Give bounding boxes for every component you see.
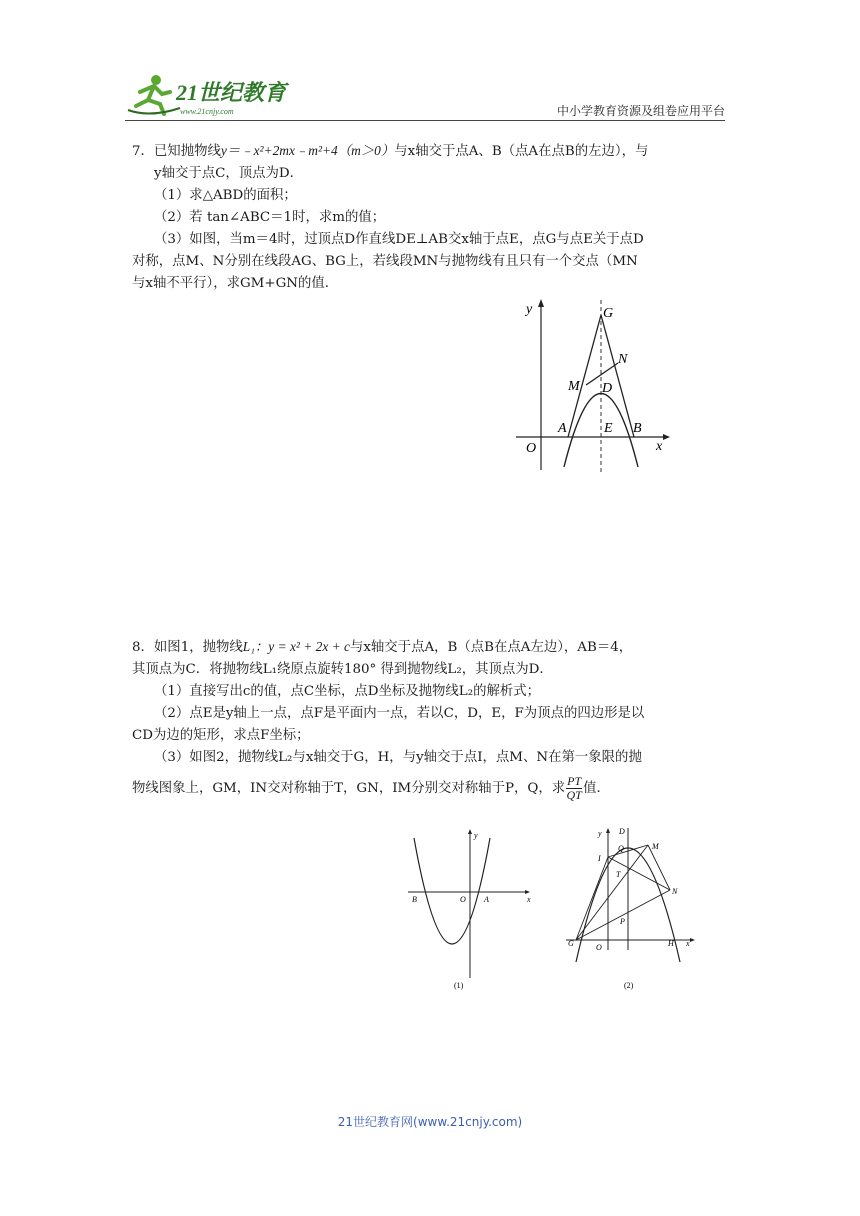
label-m: M: [652, 842, 659, 851]
sub-question-3-cont: 物线图象上，GM，IN交对称轴于T，GN，IM分别交对称轴于P，Q，求: [132, 781, 566, 796]
label-e: E: [604, 421, 613, 436]
equation: L₁：y = x² + 2x + c: [242, 639, 350, 654]
label-x: x: [686, 939, 690, 948]
fraction-pt-qt: [566, 775, 582, 802]
problem-number: 7．: [132, 144, 154, 159]
label-g: G: [568, 939, 574, 948]
fraction-denominator: QT: [566, 788, 582, 802]
segment-ag: [568, 315, 601, 437]
label-o: O: [460, 895, 466, 904]
problem-text: 如图1，抛物线: [153, 640, 243, 655]
segment-bg: [601, 315, 634, 437]
sub-question-1: （1）直接写出c的值，点C坐标，点D坐标及抛物线L₂的解析式；: [154, 684, 541, 699]
footer-link[interactable]: 21世纪教育网(www.21cnjy.com): [337, 1115, 523, 1129]
problem-text: 与x轴交于点A、B（点A在点B的左边），与: [394, 144, 649, 159]
label-o: O: [526, 441, 537, 456]
logo-url: www.21cnjy.com: [180, 107, 234, 116]
problem-number: 8．: [132, 640, 154, 655]
segment-gn: [576, 890, 670, 940]
label-b: B: [633, 421, 642, 436]
label-d: D: [602, 381, 613, 396]
problem-text: 与x轴交于点A，B（点B在点A左边），AB＝4，: [349, 640, 633, 655]
problem-text: y轴交于点C，顶点为D．: [154, 166, 304, 181]
figure-caption: (1): [454, 981, 464, 990]
label-b: B: [412, 895, 417, 904]
sub-question-3-end: 值．: [583, 781, 610, 796]
label-y: y: [598, 829, 602, 838]
label-m: M: [568, 379, 580, 394]
logo-text: 21世纪教育: [176, 80, 287, 105]
problem-text: 其顶点为C．将抛物线L₁绕原点旋转180° 得到抛物线L₂，其顶点为D．: [132, 662, 553, 677]
sub-question-2: （2）点E是y轴上一点，点F是平面内一点，若以C，D，E，F为顶点的四边形是以: [154, 706, 645, 721]
sub-question-2-cont: CD为边的矩形，求点F坐标；: [132, 728, 310, 743]
problem-7-figure: [508, 295, 678, 475]
problem-8-figure-2: [562, 822, 702, 992]
label-o: O: [596, 943, 602, 952]
label-h: H: [668, 939, 674, 948]
segment-mn: [648, 845, 670, 890]
label-g: G: [603, 306, 614, 321]
label-x: x: [656, 439, 663, 454]
label-q: Q: [618, 844, 624, 853]
label-n: N: [618, 352, 628, 367]
sub-question-3-cont: 对称，点M、N分别在线段AG、BG上，若线段MN与抛物线有且只有一个交点（MN: [132, 254, 638, 269]
label-n: N: [672, 887, 678, 896]
problem-8-figure-1: [400, 828, 540, 993]
equation: y＝﹣x²+2mx﹣m²+4（m＞0）: [220, 143, 395, 158]
fraction-numerator: PT: [567, 774, 582, 788]
sub-question-2: （2）若 tan∠ABC＝1时，求m的值；: [154, 210, 386, 225]
sub-question-3-cont: 与x轴不平行），求GM+GN的值．: [132, 276, 339, 291]
label-d: D: [619, 827, 625, 836]
label-a: A: [484, 895, 489, 904]
segment-gi: [576, 857, 608, 940]
runner-icon: [128, 75, 180, 114]
label-t: T: [616, 870, 621, 879]
label-i: I: [598, 854, 601, 863]
sub-question-3: （3）如图2，抛物线L₂与x轴交于G，H，与y轴交于点I，点M、N在第一象限的抛: [154, 750, 642, 765]
label-a: A: [558, 421, 567, 436]
sub-question-3: （3）如图，当m＝4时，过顶点D作直线DE⊥AB交x轴于点E，点G与点E关于点D: [154, 232, 644, 247]
label-y: y: [474, 831, 478, 840]
figure-caption: (2): [624, 981, 634, 990]
problem-text: 已知抛物线: [153, 144, 221, 159]
problem-8: [132, 636, 732, 802]
label-x: x: [527, 895, 531, 904]
parabola-l1: [414, 838, 490, 944]
header-divider: [125, 120, 725, 121]
sub-question-1: （1）求△ABD的面积；: [154, 188, 297, 203]
problem-7: [132, 140, 732, 295]
label-p: P: [620, 917, 625, 926]
platform-name: 中小学教育资源及组卷应用平台: [556, 104, 725, 118]
site-logo: [120, 70, 295, 120]
label-y: y: [526, 302, 533, 317]
